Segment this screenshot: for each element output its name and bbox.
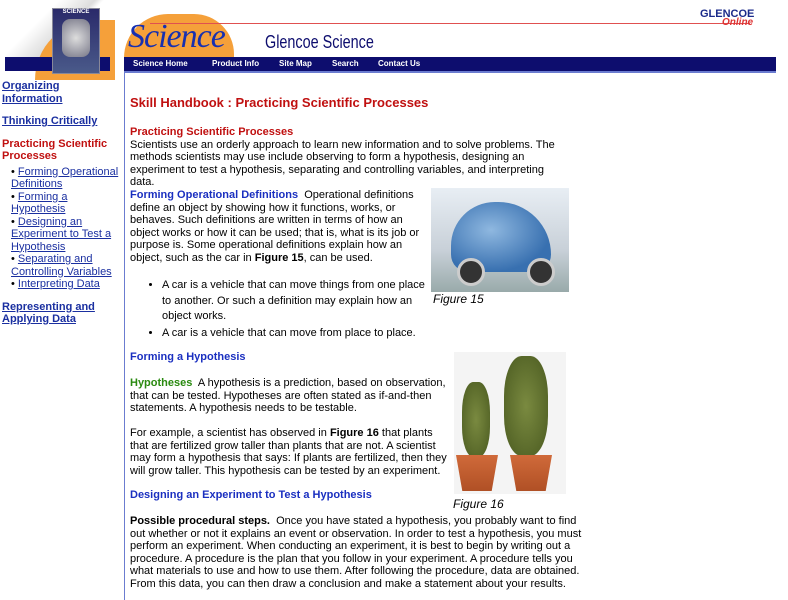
example-text-end: that plants that are fertilized grow taller than plants that are not. A scientist may form a hypothesis that says: If plants are fertilized, then they will grow taller. This hypothesis can be tested by an experiment. [130,427,447,477]
bullet-list [146,278,426,341]
figure-ref: Figure 15 [254,251,304,264]
bullet-item: • A car is a vehicle that can move from place to place. [162,326,426,342]
experiment-text: Once you have stated a hypothesis, you probably want to find out whether or not it explains an event or observation. In order to test a hypothesis, you must perform an experiment. When conducting an experiment, it is best to begin by writing out a procedure. A procedure is the plan that you follow in your experiment. A procedure tells you what materials to use and how to use them. After following the procedure, data are obtained. From this data, you can then draw a conclusion and make a statement about your results. [130,515,582,590]
sidebar: Organizing Information Thinking Critically Practicing Scientific Processes • Forming Operational Definitions • Forming a Hypothesis • Designing an Experiment to Test a Hypothesis • Separating and Controlling Variables • Interpreting Data Representing and Applying Data [2,80,119,325]
nav-search[interactable]: Search [332,59,359,68]
figure-ref: Figure 16 [329,427,379,439]
hypothesis-example [130,427,448,477]
sidebar-sub-operational-definitions[interactable]: Forming Operational Definitions [11,165,119,190]
figure-16-caption: Figure 16 [453,497,504,511]
science-logo[interactable]: Science [128,18,225,55]
page-title: Skill Handbook : Practicing Scientific Processes [130,95,429,110]
glencoe-online-logo[interactable]: GLENCOE Online [700,8,755,28]
sidebar-divider [124,72,125,600]
example-text: For example, a scientist has observed in [130,427,327,439]
operational-heading: Forming Operational Definitions [130,189,299,201]
intro-heading: Practicing Scientific Processes [130,126,294,138]
hypothesis-heading: Forming a Hypothesis [130,351,246,363]
site-title: Glencoe Science [265,32,374,52]
book-cover-image [52,8,100,74]
procedural-steps-term: Possible procedural steps. [130,515,270,527]
sidebar-sub-forming-hypothesis[interactable]: Forming a Hypothesis [11,190,68,215]
sidebar-representing-data[interactable]: Representing and Applying Data [2,300,95,325]
nav-site-map[interactable]: Site Map [279,59,312,68]
operational-text-end: , can be used. [303,251,373,264]
operational-section [130,189,426,265]
nav-product-info[interactable]: Product Info [212,59,260,68]
sidebar-thinking-critically[interactable]: Thinking Critically [2,115,98,127]
sidebar-organizing-information[interactable]: Organizing Information [2,80,63,105]
hypothesis-term: Hypotheses [130,377,193,389]
figure-16-plants-image [454,352,566,494]
hypothesis-para [130,377,448,415]
experiment-para [130,515,586,591]
top-nav [124,57,776,73]
sidebar-sub-interpreting-data[interactable]: Interpreting Data [17,278,100,290]
header-divider [150,23,750,24]
sidebar-sub-separating-variables[interactable]: Separating and Controlling Variables [11,253,112,278]
intro-text: Scientists use an orderly approach to learn new information and to solve problems. The methods scientists may use include observing to form a hypothesis, designing an experiment to test a hypothesis, separating and controlling variables, and interpreting data. [130,138,555,189]
hypothesis-text: A hypothesis is a prediction, based on observation, that can be tested. Hypotheses are often stated as if-and-then statements. A hypothesis needs to be testable. [130,377,446,415]
nav-science-home[interactable]: Science Home [133,59,188,68]
experiment-heading: Designing an Experiment to Test a Hypothesis [130,489,372,501]
sidebar-sub-designing-experiment[interactable]: Designing an Experiment to Test a Hypothesis [11,215,112,253]
sidebar-current-section: Practicing Scientific Processes [2,137,108,162]
figure-15-caption: Figure 15 [433,292,484,306]
book-title: SCIENCE [62,9,90,15]
figure-15-car-image [431,188,569,292]
nav-contact-us[interactable]: Contact Us [378,59,421,68]
bullet-item: • A car is a vehicle that can move things from one place to another. Or such a definition may explain how an object works. [162,278,426,325]
intro-section [130,126,570,189]
operational-text: Operational definitions define an object by showing how it functions, works, or behaves. Such definitions are written in terms of how an object works or how it can be used; that is, what is its job or purpose is. Some operational definitions explain how an object, such as the car in [130,189,420,264]
